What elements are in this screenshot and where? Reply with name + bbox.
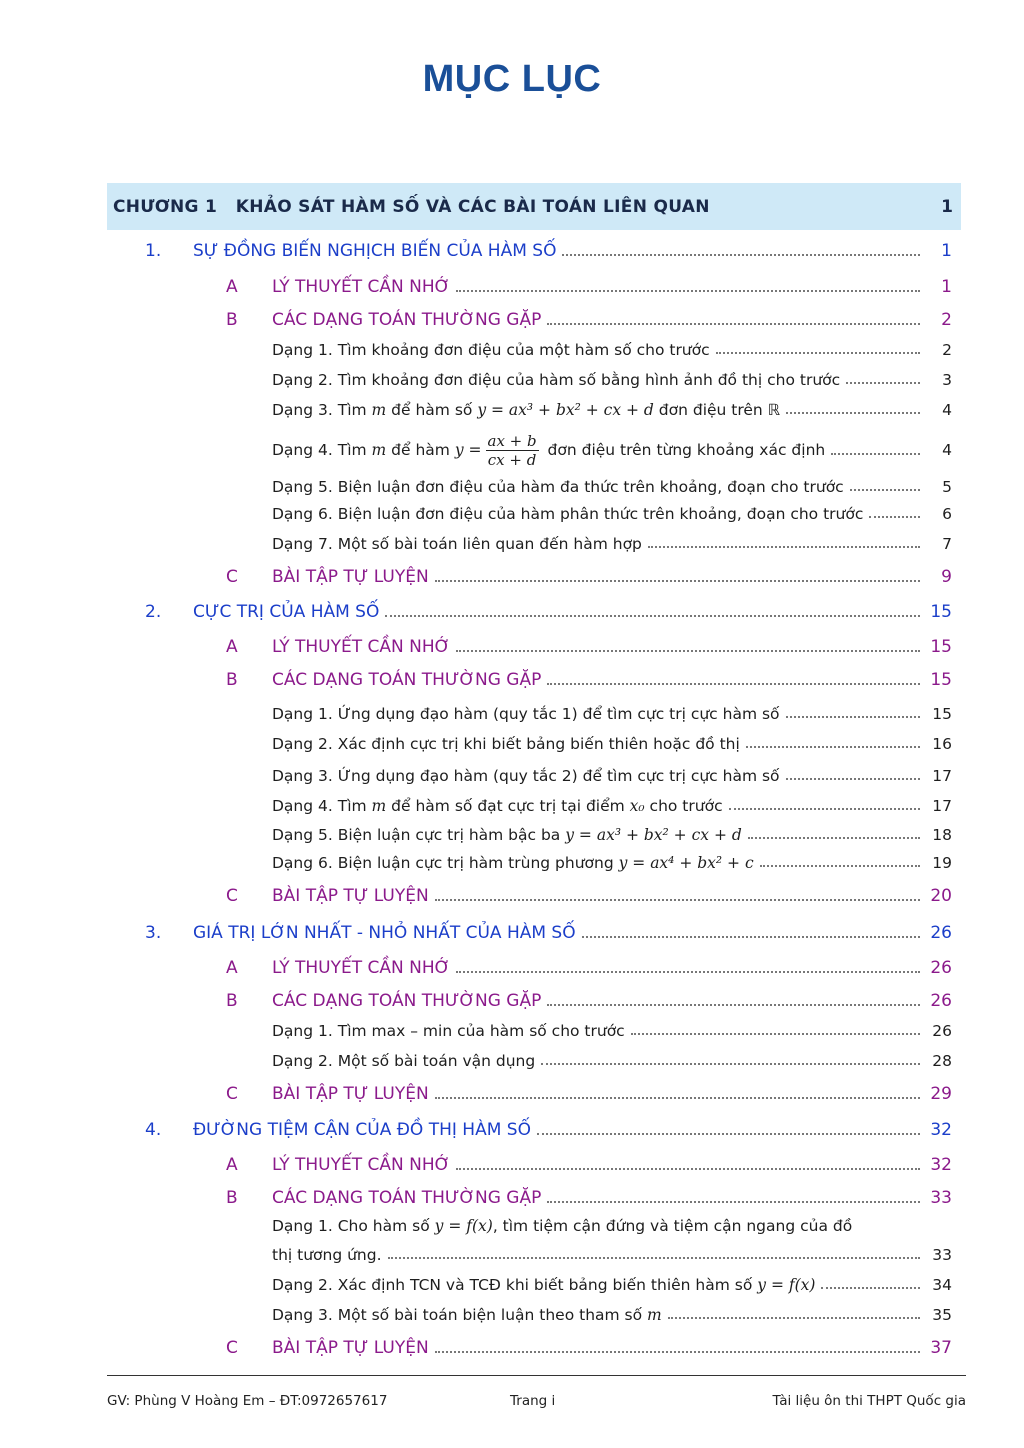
footer-divider <box>107 1375 966 1376</box>
leader-dots <box>760 865 920 867</box>
leader-dots <box>547 683 920 685</box>
page-number: 15 <box>930 670 952 690</box>
toc-s1-types[interactable] <box>226 310 952 330</box>
form-text: Dạng 2. Xác định TCN và TCĐ khi biết bảng biến thiên hàm số <box>272 1276 758 1294</box>
page-number: 16 <box>932 735 952 753</box>
page-number: 20 <box>930 886 952 906</box>
form-text: đơn điệu trên từng khoảng xác định <box>542 440 826 459</box>
toc-s1-form-7[interactable] <box>272 535 952 553</box>
form-text: Dạng 5. Biện luận cực trị hàm bậc ba <box>272 826 566 844</box>
form-title: Dạng 6. Biện luận đơn điệu của hàm phân thức trên khoảng, đoạn cho trước <box>272 505 864 523</box>
section-title: ĐƯỜNG TIỆM CẬN CỦA ĐỒ THỊ HÀM SỐ <box>193 1120 531 1140</box>
math-expr: y = ax³ + bx² + cx + d <box>477 401 654 419</box>
page-number: 35 <box>932 1306 952 1324</box>
form-title: Dạng 2. Tìm khoảng đơn điệu của hàm số bằng hình ảnh đồ thị cho trước <box>272 371 841 389</box>
page-number: 33 <box>930 1188 952 1208</box>
math-var: m <box>647 1306 662 1324</box>
math-expr: y = f(x) <box>757 1276 816 1294</box>
toc-s2-practice[interactable] <box>226 886 952 906</box>
toc-s4-form-1-line1[interactable] <box>272 1217 952 1235</box>
form-title: thị tương ứng. <box>272 1246 382 1264</box>
page-number: 17 <box>932 797 952 815</box>
toc-s3-form-2[interactable] <box>272 1052 952 1070</box>
toc-s1-form-4[interactable] <box>272 428 952 472</box>
toc-s2-types[interactable] <box>226 670 952 690</box>
sub-title: CÁC DẠNG TOÁN THƯỜNG GẶP <box>272 670 542 690</box>
page-number: 5 <box>942 478 952 496</box>
form-title: Dạng 2. Xác định cực trị khi biết bảng biến thiên hoặc đồ thị <box>272 735 740 753</box>
leader-dots <box>562 254 920 256</box>
sub-index: B <box>226 1188 238 1208</box>
page-number: 1 <box>941 277 952 297</box>
toc-s1-form-6[interactable] <box>272 505 952 523</box>
math-var: m <box>371 401 387 419</box>
chapter-label: CHƯƠNG 1 KHẢO SÁT HÀM SỐ VÀ CÁC BÀI TOÁN LIÊN QUAN <box>113 196 710 217</box>
page-number: 2 <box>942 341 952 359</box>
sub-title: BÀI TẬP TỰ LUYỆN <box>272 886 429 906</box>
toc-s4-form-1[interactable] <box>272 1246 952 1264</box>
page-number: 6 <box>942 505 952 523</box>
page-number: 26 <box>930 958 952 978</box>
toc-s2-form-5[interactable] <box>272 826 952 844</box>
form-title: Dạng 1. Tìm max – min của hàm số cho trước <box>272 1022 625 1040</box>
form-text: Dạng 3. Một số bài toán biện luận theo tham số <box>272 1306 648 1324</box>
toc-s4-types[interactable] <box>226 1188 952 1208</box>
page-number: 29 <box>930 1084 952 1104</box>
page-number: 37 <box>930 1338 952 1358</box>
leader-dots <box>648 546 920 548</box>
toc-section-2[interactable] <box>145 602 952 622</box>
form-text: cho trước <box>644 797 723 815</box>
form-text: đơn điệu trên ℝ <box>653 401 780 419</box>
section-index: 3. <box>145 923 162 943</box>
form-text: Dạng 1. Cho hàm số <box>272 1217 435 1235</box>
leader-dots <box>547 323 920 325</box>
sub-title: LÝ THUYẾT CẦN NHỚ <box>272 1155 451 1175</box>
leader-dots <box>748 837 920 839</box>
leader-dots <box>729 808 920 810</box>
leader-dots <box>547 1201 920 1203</box>
toc-s1-practice[interactable] <box>226 567 952 587</box>
leader-dots <box>547 1004 920 1006</box>
page-number: 2 <box>941 310 952 330</box>
page-number: 32 <box>930 1155 952 1175</box>
footer-author: GV: Phùng V Hoàng Em – ĐT:0972657617 <box>107 1393 388 1409</box>
page-number: 15 <box>930 602 952 622</box>
sub-title: CÁC DẠNG TOÁN THƯỜNG GẶP <box>272 310 542 330</box>
leader-dots <box>537 1133 920 1135</box>
leader-dots <box>582 936 920 938</box>
form-title: Dạng 3. Ứng dụng đạo hàm (quy tắc 2) để tìm cực trị cực hàm số <box>272 767 780 785</box>
form-title: Dạng 1. Tìm khoảng đơn điệu của một hàm số cho trước <box>272 341 710 359</box>
sub-index: A <box>226 637 238 657</box>
sub-index: A <box>226 1155 238 1175</box>
section-title: GIÁ TRỊ LỚN NHẤT - NHỎ NHẤT CỦA HÀM SỐ <box>193 923 576 943</box>
form-text: Dạng 6. Biện luận cực trị hàm trùng phương <box>272 854 619 872</box>
leader-dots <box>385 615 920 617</box>
sub-index: B <box>226 670 238 690</box>
footer-doc-title: Tài liệu ôn thi THPT Quốc gia <box>772 1393 966 1409</box>
page-number: 15 <box>930 637 952 657</box>
page-number: 9 <box>941 567 952 587</box>
page-number: 17 <box>932 767 952 785</box>
form-title: Dạng 2. Một số bài toán vận dụng <box>272 1052 536 1070</box>
toc-s3-types[interactable] <box>226 991 952 1011</box>
section-index: 2. <box>145 602 162 622</box>
page-number: 26 <box>930 923 952 943</box>
toc-s3-form-1[interactable] <box>272 1022 952 1040</box>
form-text: để hàm số <box>386 401 478 419</box>
page-number: 18 <box>932 826 952 844</box>
sub-title: CÁC DẠNG TOÁN THƯỜNG GẶP <box>272 991 542 1011</box>
math-expr: y = f(x) <box>434 1217 493 1235</box>
page-number: 4 <box>942 441 952 459</box>
page-number: 4 <box>942 401 952 419</box>
sub-index: C <box>226 567 238 587</box>
form-text: để hàm số đạt cực trị tại điểm <box>386 797 630 815</box>
page-number: 1 <box>941 241 952 261</box>
fraction-denominator: cx + d <box>487 450 537 469</box>
leader-dots <box>435 1351 920 1353</box>
fraction-numerator: ax + b <box>487 431 537 450</box>
page-number: 7 <box>942 535 952 553</box>
footer-page: Trang i <box>510 1393 556 1409</box>
toc-s3-practice[interactable] <box>226 1084 952 1104</box>
toc-s1-form-1[interactable] <box>272 341 952 359</box>
math-var: x₀ <box>629 797 645 815</box>
sub-title: BÀI TẬP TỰ LUYỆN <box>272 1084 429 1104</box>
toc-s4-form-3[interactable] <box>272 1306 952 1324</box>
sub-title: CÁC DẠNG TOÁN THƯỜNG GẶP <box>272 1188 542 1208</box>
sub-index: C <box>226 1084 238 1104</box>
leader-dots <box>435 899 920 901</box>
leader-dots <box>435 1097 920 1099</box>
sub-index: C <box>226 886 238 906</box>
leader-dots <box>631 1033 920 1035</box>
toc-s1-form-3[interactable] <box>272 401 952 419</box>
form-title: Dạng 7. Một số bài toán liên quan đến hàm hợp <box>272 535 642 553</box>
page-number: 33 <box>932 1246 952 1264</box>
toc-s4-practice[interactable] <box>226 1338 952 1358</box>
page-number: 19 <box>932 854 952 872</box>
toc-s1-form-2[interactable] <box>272 371 952 389</box>
leader-dots <box>456 650 920 652</box>
sub-title: BÀI TẬP TỰ LUYỆN <box>272 567 429 587</box>
leader-dots <box>821 1287 920 1289</box>
page-number: 26 <box>932 1022 952 1040</box>
section-index: 1. <box>145 241 162 261</box>
leader-dots <box>850 489 920 491</box>
toc-s2-form-2[interactable] <box>272 735 952 753</box>
toc-s2-form-4[interactable] <box>272 797 952 815</box>
page-title: MỤC LỤC <box>422 58 602 100</box>
sub-index: C <box>226 1338 238 1358</box>
leader-dots <box>456 971 920 973</box>
sub-index: B <box>226 310 238 330</box>
math-var: m <box>371 440 387 459</box>
chapter-page: 1 <box>941 196 953 217</box>
form-text: Dạng 3. Tìm <box>272 401 372 419</box>
toc-s2-theory[interactable] <box>226 637 952 657</box>
leader-dots <box>435 580 920 582</box>
math-expr: y = ax³ + bx² + cx + d <box>565 826 742 844</box>
leader-dots <box>541 1063 920 1065</box>
toc-section-4[interactable] <box>145 1120 952 1140</box>
leader-dots <box>786 778 920 780</box>
leader-dots <box>668 1317 920 1319</box>
page-number: 26 <box>930 991 952 1011</box>
toc-s1-form-5[interactable] <box>272 478 952 496</box>
leader-dots <box>786 716 920 718</box>
math-var: m <box>371 797 387 815</box>
toc-s2-form-6[interactable] <box>272 854 952 872</box>
sub-title: LÝ THUYẾT CẦN NHỚ <box>272 637 451 657</box>
leader-dots <box>716 352 920 354</box>
section-title: CỰC TRỊ CỦA HÀM SỐ <box>193 602 380 622</box>
math-expr: y = <box>454 440 482 459</box>
form-text: Dạng 4. Tìm <box>272 797 372 815</box>
toc-s4-theory[interactable] <box>226 1155 952 1175</box>
leader-dots <box>786 412 920 414</box>
form-text: , tìm tiệm cận đứng và tiệm cận ngang của đồ <box>492 1217 853 1235</box>
toc-s2-form-1[interactable] <box>272 705 952 723</box>
sub-title: BÀI TẬP TỰ LUYỆN <box>272 1338 429 1358</box>
sub-title: LÝ THUYẾT CẦN NHỚ <box>272 277 451 297</box>
form-text: để hàm <box>386 440 455 459</box>
sub-index: A <box>226 277 238 297</box>
form-title: Dạng 1. Ứng dụng đạo hàm (quy tắc 1) để tìm cực trị cực hàm số <box>272 705 780 723</box>
leader-dots <box>388 1257 920 1259</box>
toc-section-1[interactable] <box>145 241 952 261</box>
leader-dots <box>831 453 920 455</box>
leader-dots <box>456 290 920 292</box>
toc-s4-form-2[interactable] <box>272 1276 952 1294</box>
leader-dots <box>846 382 920 384</box>
page-number: 28 <box>932 1052 952 1070</box>
form-title: Dạng 5. Biện luận đơn điệu của hàm đa thức trên khoảng, đoạn cho trước <box>272 478 844 496</box>
leader-dots <box>746 746 920 748</box>
section-index: 4. <box>145 1120 162 1140</box>
page-number: 3 <box>942 371 952 389</box>
toc-s2-form-3[interactable] <box>272 767 952 785</box>
page-number: 32 <box>930 1120 952 1140</box>
toc-s1-theory[interactable] <box>226 277 952 297</box>
sub-index: B <box>226 991 238 1011</box>
math-expr: y = ax⁴ + bx² + c <box>618 854 754 872</box>
leader-dots <box>869 516 920 518</box>
chapter-heading[interactable] <box>107 183 961 230</box>
fraction <box>486 432 539 469</box>
section-title: SỰ ĐỒNG BIẾN NGHỊCH BIẾN CỦA HÀM SỐ <box>193 241 557 261</box>
sub-title: LÝ THUYẾT CẦN NHỚ <box>272 958 451 978</box>
leader-dots <box>456 1168 920 1170</box>
page-number: 34 <box>932 1276 952 1294</box>
sub-index: A <box>226 958 238 978</box>
page-number: 15 <box>932 705 952 723</box>
form-text: Dạng 4. Tìm <box>272 440 372 459</box>
toc-section-3[interactable] <box>145 923 952 943</box>
toc-s3-theory[interactable] <box>226 958 952 978</box>
